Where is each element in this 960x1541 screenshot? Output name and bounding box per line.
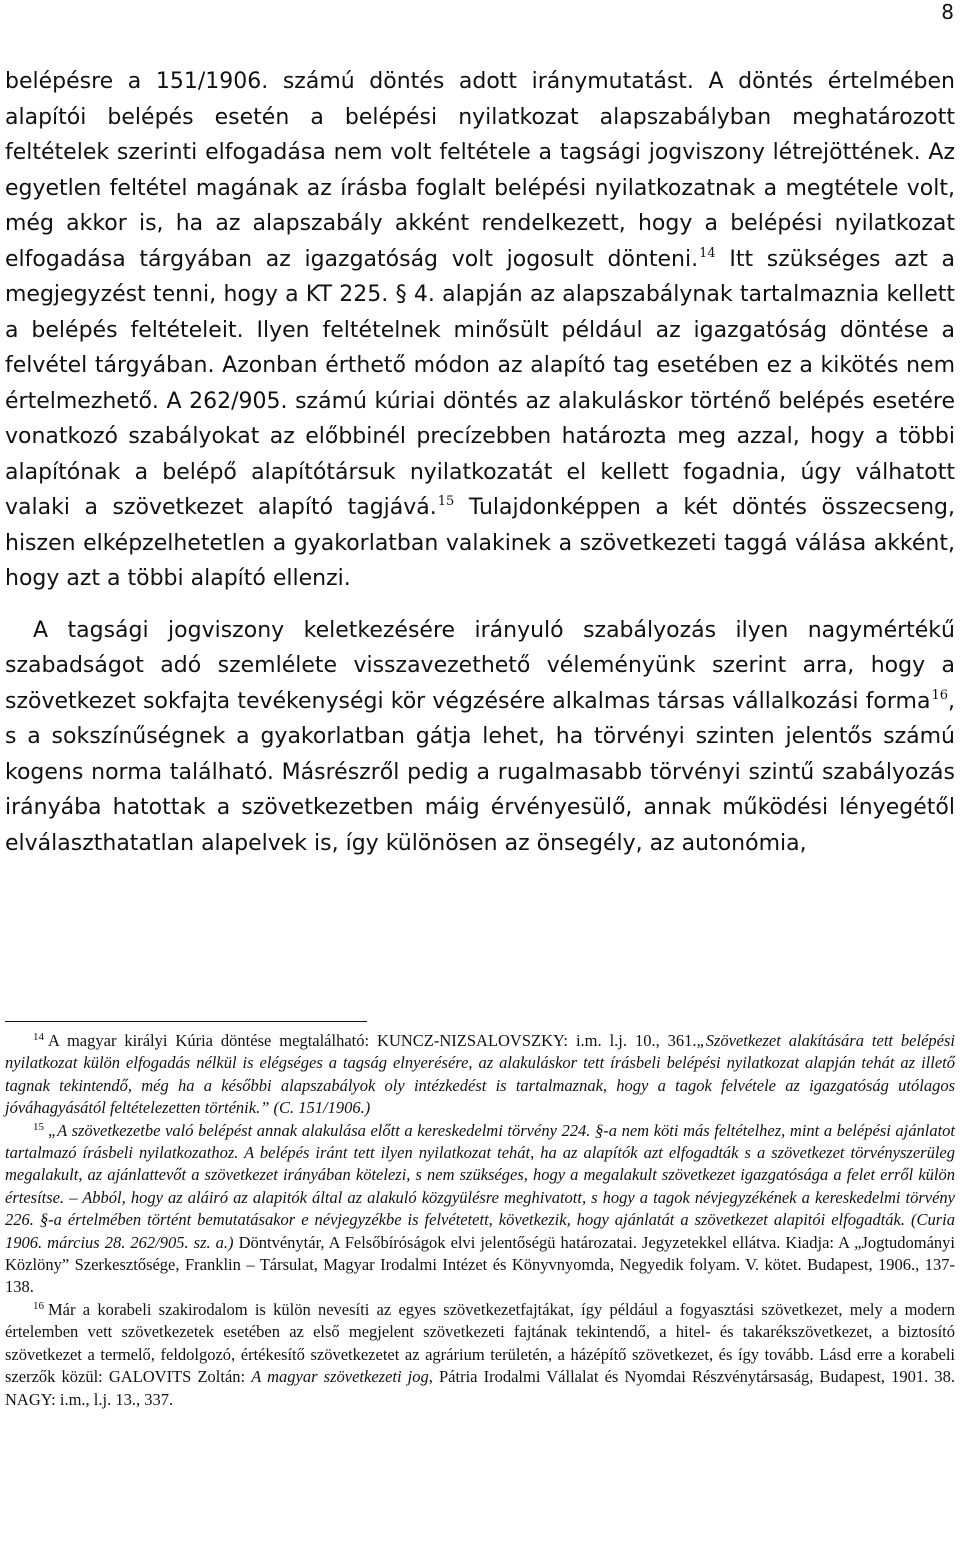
footnote-quote: „A szövetkezetbe való belépést annak alakulása előtt a kereskedelmi törvény 224. §-a nem köti más feltételhez, mint a belépési ajánlatot tartalmazó írásbeli nyilatkozathoz. A belépés iránt tett ilyen nyilatkozat tehát, ha az alapítók azt elfogadták s a szövetkezet törvényszerüleg megalakult, az ajánlattevőt a szövetkezet irányában kötelezi, s nem szükséges, hogy a megalakult szövetkezet igazgatósága a felet erről külön értesítse. – Abból, hogy az aláiró az alapitók által az alakuló közgyülésre meghivatott, s hogy a tagok névjegyzékének a kereskedelmi törvény 226. §-a értelmében történt bemutatásakor e névjegyzékbe is felvétetett, következik, hogy ajánlatát a szövetkezet alapitói elfogadták. (Curia 1906. március 28. 262/905. sz. a.): [5, 1120, 955, 1252]
paragraph-text: belépésre a 151/1906. számú döntés adott iránymutatást. A döntés értelmében alapítói belépés esetén a belépési nyilatkozat alapszabályban meghatározott feltételek szerinti elfogadása nem volt feltétele a tagsági jogviszony létrejöttének. Az egyetlen feltétel magának az írásba foglalt belépési nyilatkozatnak a megtétele volt, még akkor is, ha az alapszabály akként rendelkezett, hogy a belépési nyilatkozat elfogadása tárgyában az igazgatóság volt jogosult dönteni.: [5, 69, 955, 272]
footnote-number: 14: [33, 1031, 44, 1043]
footnote-ref-16[interactable]: 16: [931, 687, 948, 703]
body-paragraph: [5, 613, 955, 862]
footnote-book-title: A magyar szövetkezeti jog: [251, 1367, 429, 1387]
footnote-text: Döntvénytár, A Felsőbíróságok elvi jelentőségü határozatai. Jegyzetekkel ellátva. Kiadja: A „Jogtudományi Közlöny” Szerkesztősége, Franklin – Társulat, Magyar Irodalmi Intézet és Könyvnyomda, Negyedik folyam. V. kötet. Budapest, 1906., 137-138.: [5, 1232, 955, 1297]
footnote-text: Már a korabeli szakirodalom is külön nevesíti az egyes szövetkezetfajtákat, így például a fogyasztási szövetkezet, mely a modern értelemben vett szövetkezetek esetében az első megjelent szövetkezeti fajtának tekintendő, a hitel- és takarékszövetkezet, a biztosító szövetkezet a termelő, feldolgozó, értékesítő szövetkezetet az agrárium területén, a házépítő szövetkezet, és így tovább. Lásd erre a korabeli szerzők közül: GALOVITS Zoltán:: [5, 1299, 955, 1387]
footnote-quote: „Szövetkezet alakítására tett belépési nyilatkozat külön elfogadás nélkül is elégséges a tagság elnyerésére, az alakuláskor tett írásbeli belépési nyilatkozat alapján tehát az illető tagnak tekintendő, még ha a későbbi alapszabályok oly intézkedést is tartalmaznak, hogy a tagok felvétele az igazgatóság utólagos jóváhagyásától feltételezetten történik.” (C. 151/1906.): [5, 1031, 955, 1118]
footnote-text: , Pátria Irodalmi Vállalat és Nyomdai Részvénytársaság, Budapest, 1901. 38. NAGY: i.m., l.j. 13., 337.: [5, 1367, 956, 1409]
body-paragraph: [5, 64, 955, 597]
footnote-separator: [5, 1021, 367, 1022]
footnote-ref-14[interactable]: 14: [699, 245, 716, 261]
main-text: [5, 64, 955, 861]
footnotes: [5, 1030, 955, 1411]
paragraph-text: Itt szükséges azt a megjegyzést tenni, hogy a KT 225. § 4. alapján az alapszabálynak tartalmaznia kellett a belépés feltételeit. Ilyen feltételnek minősült például az igazgatóság döntése a felvétel tárgyában. Azonban érthető módon az alapító tag esetében ez a kikötés nem értelmezhető. A 262/905. számú kúriai döntés az alakuláskor történő belépés esetére vonatkozó szabályokat az előbbinél precízebben határozta meg azzal, hogy a többi alapítónak a belépő alapítótársuk nyilatkozatát el kellett fogadnia, úgy válhatott valaki a szövetkezet alapító tagjává.: [5, 246, 955, 520]
paragraph-text: , s a sokszínűségnek a gyakorlatban gátja lehet, ha törvényi szinten jelentős számú kogens norma található. Másrészről pedig a rugalmasabb törvényi szintű szabályozás irányába hatottak a szövetkezetben máig érvényesülő, annak működési lényegétől elválaszthatatlan alapelvek is, így különösen az önsegély, az autonómia,: [5, 688, 955, 856]
paragraph-text: Tulajdonképpen a két döntés összecseng, hiszen elképzelhetetlen a gyakorlatban valakinek a szövetkezeti taggá válása akként, hogy azt a többi alapító ellenzi.: [5, 495, 956, 591]
footnote-text: A magyar királyi Kúria döntése megtalálható: KUNCZ-NIZSALOVSZKY: i.m. l.j. 10., 361.: [48, 1031, 697, 1050]
page-number: 8: [941, 0, 954, 24]
paragraph-text: A tagsági jogviszony keletkezésére irányuló szabályozás ilyen nagymértékű szabadságot adó szemlélete visszavezethető véleményünk szerint arra, hogy a szövetkezet sokfajta tevékenységi kör végzésére alkalmas társas vállalkozási forma: [5, 617, 955, 714]
footnote-ref-15[interactable]: 15: [437, 494, 455, 509]
footnote-16: [5, 1299, 955, 1411]
footnote-number: 15: [33, 1120, 44, 1133]
footnote-15: [5, 1120, 955, 1299]
footnote-number: 16: [33, 1299, 44, 1312]
footnote-14: [5, 1030, 955, 1120]
